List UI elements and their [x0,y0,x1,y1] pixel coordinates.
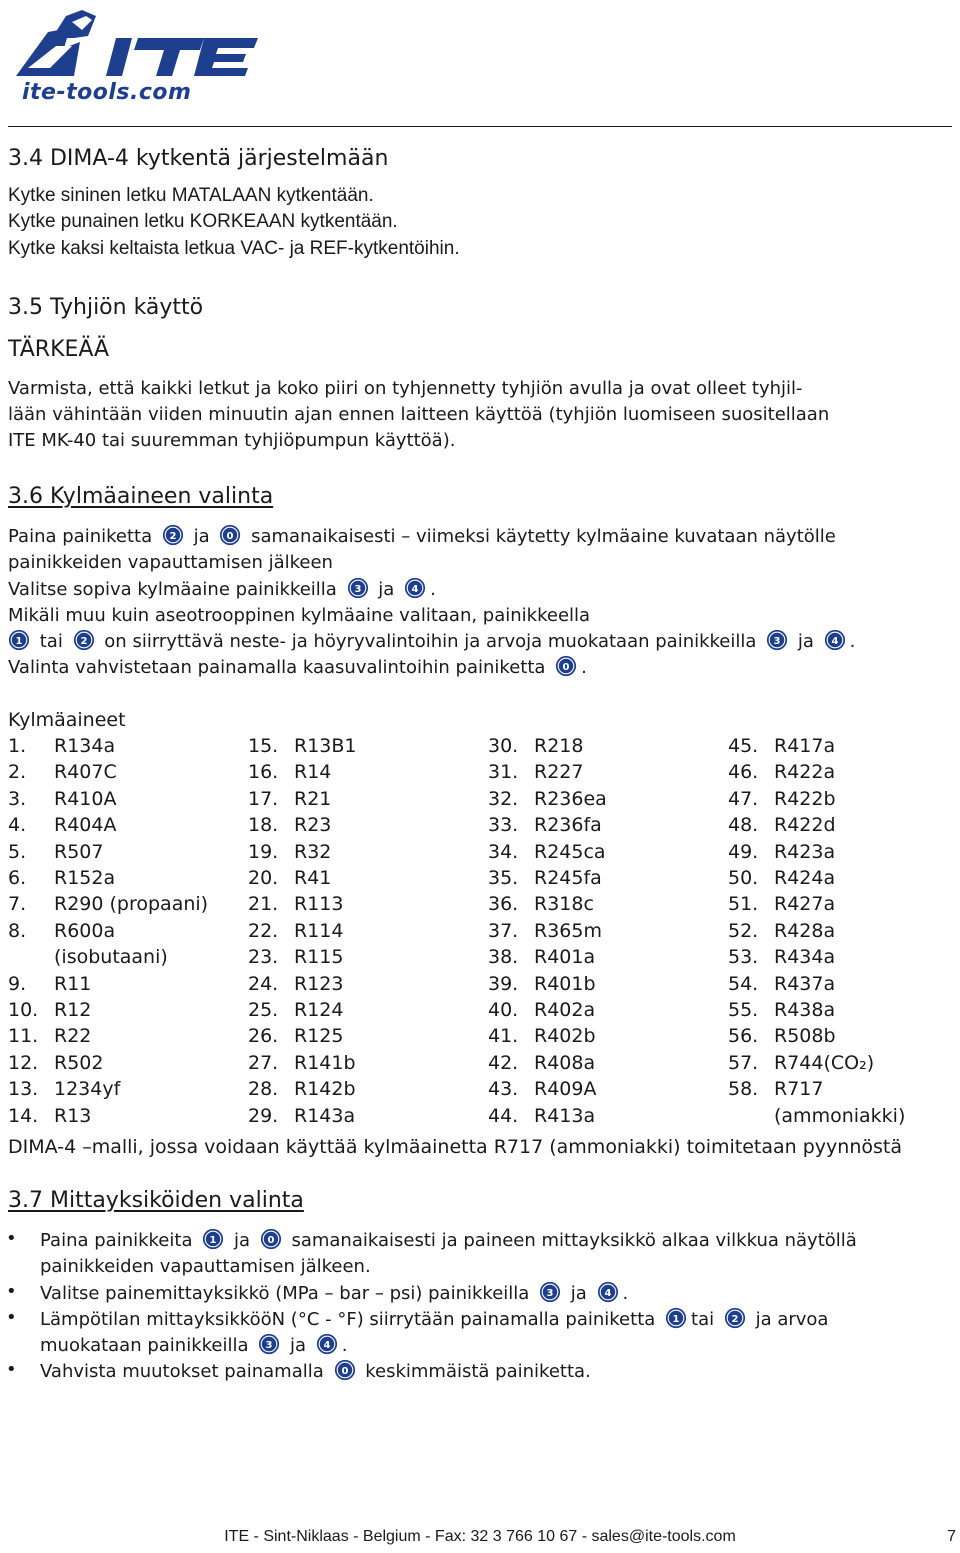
refrigerant-row [488,918,607,944]
refrigerant-row [728,865,905,891]
refrigerant-row [728,918,905,944]
refrigerant-number: 38. [488,946,519,969]
refrigerant-name: R14 [294,761,332,784]
refrigerant-name: R13B1 [294,735,357,757]
s36-text: on siirryttävä neste- ja höyryvalintoihin ja arvoja muokataan painikkeilla [104,631,757,652]
refrigerant-row [8,1103,208,1129]
refrigerant-number: 42. [488,1051,519,1074]
s37-bullet-1-cont: painikkeiden vapauttamisen jälkeen. [40,1256,371,1277]
ite-logo [8,2,258,110]
refrigerant-number: 27. [248,1051,279,1074]
button-4-icon [824,629,846,651]
s37-text: Vahvista muutokset painamalla [40,1361,324,1382]
s36-text: . [430,579,436,600]
refrigerant-row [728,971,905,997]
refrigerant-name: R12 [54,999,92,1022]
refrigerant-row [8,733,208,759]
refrigerant-name: R508b [774,1025,836,1048]
button-0-icon [219,524,241,546]
refrigerant-row [488,759,607,785]
refrigerant-row [248,971,357,997]
refrigerant-name: R227 [534,761,584,784]
refrigerant-number: 58. [728,1078,759,1101]
s36-text: ja [378,579,395,600]
refrigerant-name: R408a [534,1051,596,1074]
refrigerant-number: 15. [248,735,279,757]
refrigerant-row [728,812,905,838]
refrigerant-name: R113 [294,893,344,916]
svg-text:4: 4 [323,1340,331,1351]
refrigerant-name: R141b [294,1051,356,1074]
svg-text:2: 2 [80,636,88,647]
refrigerant-name: R402b [534,1025,596,1048]
refrigerant-row [248,839,357,865]
button-3-icon [347,577,369,599]
refrigerant-name: R417a [774,735,836,757]
refrigerant-name: R143a [294,1104,356,1127]
refrigerant-name: R401a [534,946,596,969]
refrigerant-column-2 [248,733,357,1129]
footer-contact: ITE - Sint-Niklaas - Belgium - Fax: 32 3 766 10 67 - sales@ite-tools.com [224,1528,736,1545]
refrigerant-row [248,1050,357,1076]
refrigerant-name: R434a [774,946,836,969]
s36-text: samanaikaisesti – viimeksi käytetty kylmäaine kuvataan näytölle [251,526,836,547]
refrigerant-row [728,1023,905,1049]
refrigerant-name: R438a [774,999,836,1022]
refrigerant-name: R409A [534,1078,597,1101]
s37-bullet-3 [40,1307,828,1333]
svg-text:4: 4 [411,584,419,595]
svg-text:3: 3 [265,1340,273,1351]
refrigerant-row [728,1076,905,1102]
refrigerant-number: 50. [728,867,759,890]
s36-line-4: Mikäli muu kuin aseotrooppinen kylmäaine valitaan, painikkeella [8,605,591,626]
bullet: • [6,1359,17,1380]
refrigerant-number: 3. [8,787,27,810]
button-2-icon [73,629,95,651]
refrigerant-number: 13. [8,1078,39,1101]
button-1-icon [202,1228,224,1250]
refrigerant-name: R114 [294,919,344,942]
refrigerant-number: 54. [728,972,759,995]
refrigerant-name: R424a [774,867,836,890]
s36-text: tai [39,631,63,652]
refrigerant-name: R218 [534,735,584,757]
button-1-icon [8,629,30,651]
svg-text:2: 2 [169,531,177,542]
bullet: • [6,1228,17,1249]
refrigerant-number: 17. [248,787,279,810]
refrigerant-number: 35. [488,867,519,890]
s34-line-3: Kytke kaksi keltaista letkua VAC- ja REF-kytkentöihin. [8,238,460,259]
refrigerant-number: 56. [728,1025,759,1048]
s37-bullet-1 [40,1228,857,1254]
refrigerant-row [488,1103,607,1129]
s37-text: ja arvoa [755,1309,829,1330]
refrigerant-name: R422b [774,787,836,810]
refrigerant-name: R318c [534,893,594,916]
s36-line-5 [4,629,855,655]
refrigerant-name: R21 [294,787,332,810]
refrigerant-row [488,786,607,812]
refrigerant-number: 4. [8,814,27,837]
refrigerant-row [248,812,357,838]
refrigerant-name: R115 [294,946,344,969]
refrigerant-number: 19. [248,840,279,863]
refrigerant-number: 48. [728,814,759,837]
section-3-4-title: 3.4 DIMA-4 kytkentä järjestelmään [8,146,389,171]
refrigerant-column-4 [728,733,905,1129]
refrigerant-name: R744(CO₂) [774,1051,875,1074]
svg-text:2: 2 [731,1314,739,1325]
refrigerant-row [728,1103,905,1129]
s37-text: keskimmäistä painiketta. [365,1361,591,1382]
refrigerant-number: 7. [8,893,27,916]
refrigerant-number: 11. [8,1025,39,1048]
s36-text: . [581,657,587,678]
refrigerant-number: 45. [728,735,759,757]
refrigerant-name: R124 [294,999,344,1022]
s37-text: Valitse painemittayksikkö (MPa – bar – psi) painikkeilla [40,1283,530,1304]
refrigerant-name: R427a [774,893,836,916]
refrigerant-row [8,944,208,970]
refrigerant-name: R365m [534,919,602,942]
button-2-icon [724,1307,746,1329]
refrigerant-number: 6. [8,867,27,890]
svg-text:0: 0 [562,662,570,673]
s37-text: ja [233,1230,250,1251]
refrigerant-number: 24. [248,972,279,995]
s37-text: tai [691,1309,715,1330]
refrigerant-row [488,997,607,1023]
s35-line-1: Varmista, että kaikki letkut ja koko piiri on tyhjennetty tyhjiön avulla ja ovat olleet tyhjil- [8,378,803,399]
s36-text: ja [193,526,210,547]
s35-line-2: lään vähintään viiden minuutin ajan ennen laitteen käyttöä (tyhjiön luomiseen suositellaan [8,404,830,425]
refrigerant-name: R717 [774,1078,824,1101]
refrigerant-row [8,839,208,865]
refrigerant-name: R422d [774,814,836,837]
refrigerant-row [488,1076,607,1102]
s36-line-1 [8,524,836,550]
refrigerant-name: (isobutaani) [54,946,168,969]
button-3-icon [539,1281,561,1303]
refrigerant-number: 9. [8,972,27,995]
refrigerant-name: R502 [54,1051,104,1074]
refrigerant-row [248,997,357,1023]
refrigerant-number: 5. [8,840,27,863]
refrigerant-row [8,918,208,944]
refrigerant-number: 8. [8,919,27,942]
s37-text: Lämpötilan mittayksikkööN (°C - °F) siirrytään painamalla painiketta [40,1309,656,1330]
refrigerant-name: R245fa [534,867,602,890]
svg-text:0: 0 [341,1366,348,1377]
refrigerant-name: R23 [294,814,332,837]
refrigerant-number: 32. [488,787,519,810]
refrigerant-name: R245ca [534,840,606,863]
refrigerant-name: R407C [54,761,117,784]
refrigerant-number: 41. [488,1025,519,1048]
refrigerant-name: R125 [294,1025,344,1048]
s34-line-1: Kytke sininen letku MATALAAN kytkentään. [8,185,374,206]
s36-text: Valinta vahvistetaan painamalla kaasuvalintoihin painiketta [8,657,546,678]
button-0-icon [555,655,577,677]
button-4-icon [404,577,426,599]
refrigerant-name: R422a [774,761,836,784]
button-0-icon [334,1359,356,1381]
refrigerant-row [488,1023,607,1049]
refrigerant-name: 1234yf [54,1078,121,1101]
refrigerant-number: 10. [8,999,39,1022]
s36-text: . [849,631,856,652]
svg-text:3: 3 [354,584,362,595]
refrigerant-row [248,733,357,759]
important-label: TÄRKEÄÄ [8,337,110,362]
refrigerant-row [8,865,208,891]
refrigerant-name: R428a [774,919,836,942]
refrigerant-name: R404A [54,814,117,837]
refrigerant-row [248,891,357,917]
refrigerant-number: 39. [488,972,519,995]
s36-line-6 [8,655,587,681]
refrigerant-number: 18. [248,814,279,837]
refrigerant-number: 53. [728,946,759,969]
refrigerant-number: 25. [248,999,279,1022]
refrigerant-name: R236ea [534,787,607,810]
refrigerant-row [248,918,357,944]
refrigerant-row [8,812,208,838]
refrigerant-row [728,891,905,917]
refrigerant-number: 55. [728,999,759,1022]
refrigerant-row [8,786,208,812]
refrigerant-number: 29. [248,1104,279,1127]
refrigerant-number [8,944,54,970]
refrigerant-number: 26. [248,1025,279,1048]
refrigerant-number: 23. [248,946,279,969]
refrigerant-name: R290 (propaani) [54,893,209,916]
s37-text: samanaikaisesti ja paineen mittayksikkö alkaa vilkkua näytöllä [291,1230,857,1251]
svg-text:1: 1 [209,1235,217,1246]
refrigerant-row [728,1050,905,1076]
refrigerant-number: 40. [488,999,519,1022]
section-3-5-title: 3.5 Tyhjiön käyttö [8,295,204,320]
refrigerant-row [8,1050,208,1076]
svg-text:1: 1 [15,636,23,647]
s37-text: . [341,1335,348,1356]
refrigerant-row [488,733,607,759]
refrigerant-number: 36. [488,893,519,916]
s37-text: muokataan painikkeilla [40,1335,249,1356]
refrigerant-name: R410A [54,787,117,810]
button-4-icon [597,1281,619,1303]
button-2-icon [162,524,184,546]
s36-text: ja [797,631,814,652]
refrigerant-number: 52. [728,919,759,942]
refrigerant-number: 37. [488,919,519,942]
refrigerant-number: 14. [8,1104,39,1127]
refrigerant-name: (ammoniakki) [774,1104,906,1127]
refrigerant-name: R236fa [534,814,602,837]
refrigerant-number: 33. [488,814,519,837]
refrigerant-row [488,1050,607,1076]
refrigerant-number: 21. [248,893,279,916]
svg-text:0: 0 [267,1235,275,1246]
refrigerant-name: R123 [294,972,344,995]
refrigerant-number: 34. [488,840,519,863]
svg-text:1: 1 [672,1314,680,1325]
refrigerant-name: R11 [54,972,92,995]
refrigerant-number: 51. [728,893,759,916]
refrigerant-name: R142b [294,1078,356,1101]
logo-graphic [8,2,258,82]
refrigerant-row [248,786,357,812]
section-3-7-title: 3.7 Mittayksiköiden valinta [8,1188,304,1213]
refrigerant-name: R600a [54,919,116,942]
refrigerant-row [248,1023,357,1049]
refrigerant-number: 1. [8,735,27,757]
refrigerant-row [8,1076,208,1102]
s37-text: . [622,1283,629,1304]
refrigerant-number: 30. [488,735,519,757]
refrigerant-row [728,759,905,785]
refrigerant-number: 46. [728,761,759,784]
refrigerant-number: 16. [248,761,279,784]
refrigerant-row [248,944,357,970]
refrigerant-number: 43. [488,1078,519,1101]
refrigerant-name: R134a [54,735,116,757]
section-3-6-title: 3.6 Kylmäaineen valinta [8,484,274,509]
refrigerant-row [728,997,905,1023]
refrigerant-name: R402a [534,999,596,1022]
refrigerant-number: 20. [248,867,279,890]
refrigerant-name: R507 [54,840,104,863]
refrigerant-row [488,865,607,891]
refrigerant-row [728,733,905,759]
refrigerant-row [248,759,357,785]
r717-note: DIMA-4 –malli, jossa voidaan käyttää kylmäainetta R717 (ammoniakki) toimitetaan pyynnöstä [8,1136,902,1158]
refrigerant-row [728,944,905,970]
refrigerant-row [248,865,357,891]
button-0-icon [260,1228,282,1250]
svg-text:3: 3 [773,636,781,647]
s37-bullet-2 [40,1281,628,1307]
button-3-icon [258,1333,280,1355]
svg-text:0: 0 [226,531,234,542]
refrigerant-number: 57. [728,1051,759,1074]
s34-line-2: Kytke punainen letku KORKEAAN kytkentään. [8,211,398,232]
refrigerant-number: 22. [248,919,279,942]
svg-text:4: 4 [604,1288,612,1299]
header-rule [8,126,952,127]
s36-text: Valitse sopiva kylmäaine painikkeilla [8,579,337,600]
refrigerant-name: R437a [774,972,836,995]
s35-line-3: ITE MK-40 tai suuremman tyhjiöpumpun käyttöä). [8,430,456,451]
svg-text:3: 3 [546,1288,554,1299]
refrigerant-name: R22 [54,1025,92,1048]
s37-text: Paina painikkeita [40,1230,193,1251]
refrigerant-number: 28. [248,1078,279,1101]
svg-text:4: 4 [831,636,839,647]
refrigerant-number: 12. [8,1051,39,1074]
refrigerant-name: R401b [534,972,596,995]
refrigerant-name: R152a [54,867,116,890]
refrigerant-number: 31. [488,761,519,784]
refrigerant-number: 47. [728,787,759,810]
refrigerant-name: R423a [774,840,836,863]
refrigerant-row [8,759,208,785]
refrigerant-row [728,839,905,865]
s36-line-3 [8,577,436,603]
refrigerant-name: R41 [294,867,332,890]
bullet: • [6,1307,17,1328]
refrigerant-name: R413a [534,1104,596,1127]
refrigerant-row [488,944,607,970]
refrigerant-row [8,891,208,917]
refrigerants-title: Kylmäaineet [8,709,126,731]
s37-bullet-3-cont [40,1333,348,1359]
refrigerant-row [488,839,607,865]
refrigerant-row [8,971,208,997]
s37-text: ja [290,1335,307,1356]
refrigerant-row [248,1103,357,1129]
s37-bullet-4 [40,1359,591,1385]
refrigerant-name: R13 [54,1104,92,1127]
refrigerant-row [248,1076,357,1102]
refrigerant-row [728,786,905,812]
refrigerant-column-1 [8,733,208,1129]
refrigerant-number: 2. [8,761,27,784]
refrigerant-column-3 [488,733,607,1129]
refrigerant-row [488,971,607,997]
s37-text: ja [570,1283,587,1304]
s36-text: Paina painiketta [8,526,153,547]
logo-url[interactable]: ite-tools.com [22,80,192,105]
refrigerant-number: 49. [728,840,759,863]
button-4-icon [316,1333,338,1355]
refrigerant-row [8,997,208,1023]
refrigerant-number [728,1103,774,1129]
refrigerant-number: 44. [488,1104,519,1127]
refrigerant-row [8,1023,208,1049]
refrigerant-name: R32 [294,840,332,863]
refrigerant-row [488,812,607,838]
button-3-icon [766,629,788,651]
refrigerant-row [488,891,607,917]
bullet: • [6,1281,17,1302]
button-1-icon [665,1307,687,1329]
s36-line-2: painikkeiden vapauttamisen jälkeen [8,552,333,573]
page-number: 7 [947,1528,956,1545]
